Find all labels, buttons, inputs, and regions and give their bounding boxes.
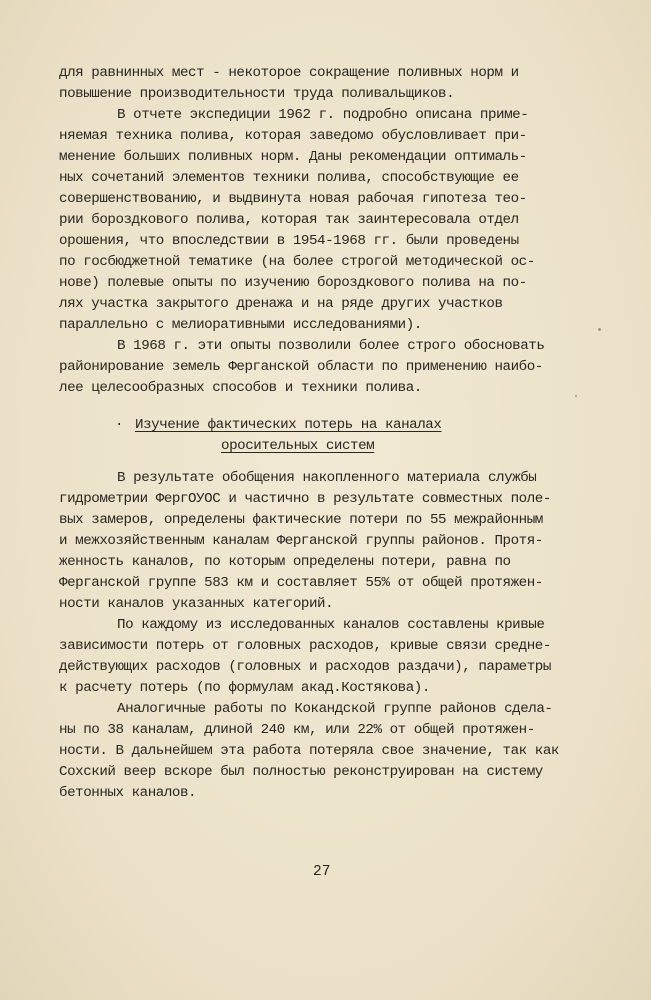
text-line: ности. В дальнейшем эта работа потеряла свое значение, так как — [59, 743, 559, 759]
section-heading: Изучение фактических потерь на каналах — [135, 417, 442, 433]
paper-speck — [598, 328, 601, 331]
text-line: параллельно с мелиоративными исследованиями). — [59, 317, 422, 333]
text-line: к расчету потерь (по формулам акад.Костякова). — [59, 680, 430, 696]
text-line: ны по 38 каналам, длиной 240 км, или 22% от общей протяжен- — [59, 722, 535, 738]
text-line: няемая техника полива, которая заведомо обусловливает при- — [59, 128, 527, 144]
text-line: Ферганской группе 583 км и составляет 55% от общей протяжен- — [59, 575, 543, 591]
text-line: по госбюджетной тематике (на более строгой методической ос- — [59, 254, 535, 270]
text-line: лее целесообразных способов и техники полива. — [59, 380, 422, 396]
text-line: совершенствованию, и выдвинута новая рабочая гипотеза тео- — [59, 191, 527, 207]
text-line: и межхозяйственным каналам Ферганской группы районов. Протя- — [59, 533, 543, 549]
text-line: районирование земель Ферганской области по применению наибо- — [59, 359, 543, 375]
heading-bullet: · — [115, 417, 124, 433]
text-line: Аналогичные работы по Кокандской группе районов сдела- — [117, 701, 553, 717]
section-heading: оросительных систем — [221, 438, 375, 454]
text-line: ных сочетаний элементов техники полива, способствующие ее — [59, 170, 519, 186]
text-line: В результате обобщения накопленного материала службы — [117, 470, 537, 486]
text-line: зависимости потерь от головных расходов, кривые связи средне- — [59, 638, 551, 654]
text-line: гидрометрии ФергОУОС и частично в результате совместных поле- — [59, 491, 551, 507]
text-line: бетонных каналов. — [59, 785, 197, 801]
page-number: 27 — [313, 864, 331, 880]
text-line: вых замеров, определены фактические потери по 55 межрайонным — [59, 512, 543, 528]
text-line: Сохский веер вскоре был полностью реконструирован на систему — [59, 764, 543, 780]
text-line: В отчете экспедиции 1962 г. подробно описана приме- — [117, 107, 529, 123]
text-line: лях участка закрытого дренажа и на ряде других участков — [59, 296, 503, 312]
text-line: По каждому из исследованных каналов составлены кривые — [117, 617, 545, 633]
text-line: ности каналов указанных категорий. — [59, 596, 334, 612]
text-line: нове) полевые опыты по изучению бороздкового полива на по- — [59, 275, 527, 291]
text-line: орошения, что впоследствии в 1954-1968 гг. были проведены — [59, 233, 519, 249]
text-line: повышение производительности труда поливальщиков. — [59, 86, 455, 102]
text-line: для равнинных мест - некоторое сокращение поливных норм и — [59, 65, 519, 81]
paper-speck — [575, 395, 577, 397]
text-line: В 1968 г. эти опыты позволили более строго обосновать — [117, 338, 545, 354]
text-line: менение больших поливных норм. Даны рекомендации оптималь- — [59, 149, 527, 165]
text-line: действующих расходов (головных и расходов раздачи), параметры — [59, 659, 551, 675]
text-line: рии бороздкового полива, которая так заинтересовала отдел — [59, 212, 519, 228]
text-line: женность каналов, по которым определены потери, равна по — [59, 554, 511, 570]
